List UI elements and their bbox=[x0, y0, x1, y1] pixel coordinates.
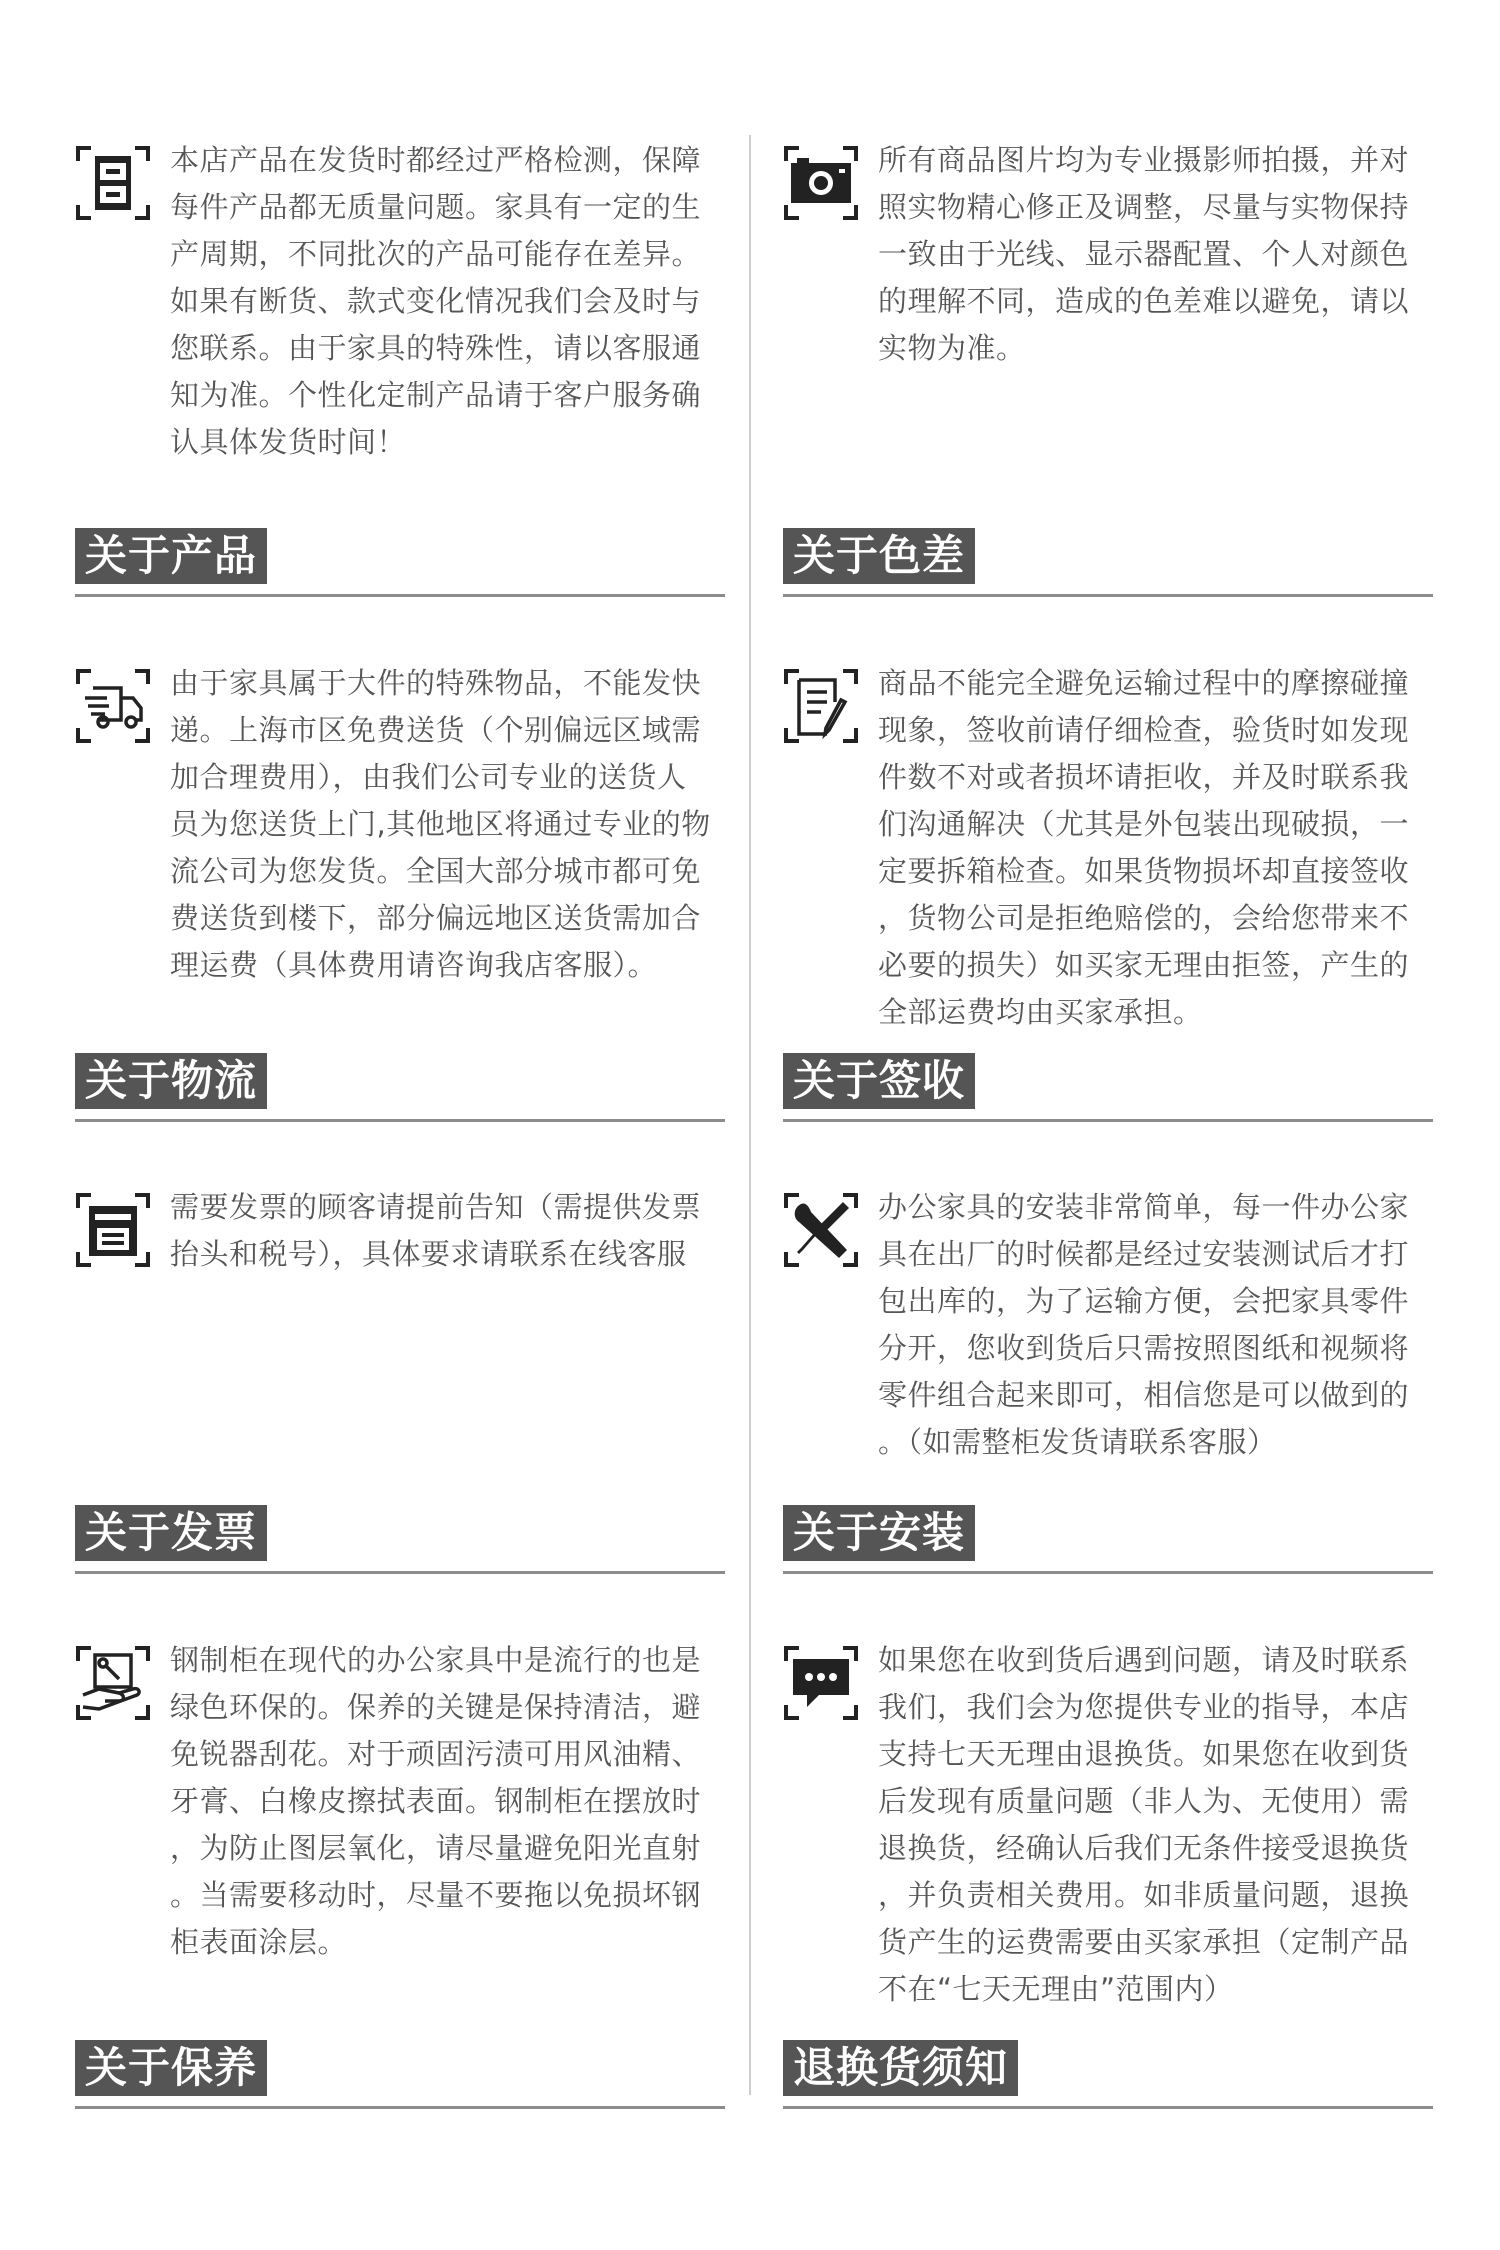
heading-product-label: 关于产品 bbox=[75, 528, 267, 584]
signing-text: 商品不能完全避免运输过程中的摩擦碰撞 现象，签收前请仔细检查，验货时如发现 件数不对或者损坏请拒收，并及时联系我 们沟通解决（尤其是外包装出现破损，一 定要拆箱检查。如果货物损坏却直接签收 ，货物公司是拒绝赔偿的，会给您带来不 必要的损失）如买家无理由拒签，产生的 全部运费均由买家承担。 bbox=[878, 666, 1410, 1029]
logistics-text: 由于家具属于大件的特殊物品，不能发快 递。上海市区免费送货（个别偏远区域需 加合理费用），由我们公司专业的送货人 员为您送货上门,其他地区将通过专业的物 流公司为您发货。全国大部分城市都可免 费送货到楼下，部分偏远地区送货需加合 理运费（具体费用请咨询我店客服）。 bbox=[170, 666, 711, 982]
heading-rule bbox=[75, 2106, 725, 2109]
delivery-truck-icon bbox=[75, 668, 151, 744]
maintenance-text: 钢制柜在现代的办公家具中是流行的也是 绿色环保的。保养的关键是保持清洁，避 免锐器刮花。对于顽固污渍可用风油精、 牙膏、白橡皮擦拭表面。钢制柜在摆放时 ，为防止图层氧化，请尽量避免阳光直射 。当需要移动时，尽量不要拖以免损坏钢 柜表面涂层。 bbox=[170, 1643, 702, 1959]
heading-rule bbox=[75, 1119, 725, 1122]
install-text: 办公家具的安装非常简单，每一件办公家 具在出厂的时候都是经过安装测试后才打 包出库的，为了运输方便，会把家具零件 分开，您收到货后只需按照图纸和视频将 零件组合起来即可，相信您是可以做到的 。（如需整柜发货请联系客服） bbox=[878, 1190, 1410, 1459]
heading-install-label: 关于安装 bbox=[783, 1505, 975, 1561]
heading-rule bbox=[783, 2106, 1433, 2109]
heading-rule bbox=[75, 594, 725, 597]
heading-rule bbox=[783, 1119, 1433, 1122]
heading-maintenance-label: 关于保养 bbox=[75, 2040, 267, 2096]
invoice-text: 需要发票的顾客请提前告知（需提供发票 抬头和税号），具体要求请联系在线客服 bbox=[170, 1190, 702, 1271]
heading-logistics-label: 关于物流 bbox=[75, 1053, 267, 1109]
file-cabinet-icon bbox=[75, 145, 151, 221]
heading-invoice-label: 关于发票 bbox=[75, 1505, 267, 1561]
heading-returns bbox=[783, 2040, 1433, 2096]
heading-install bbox=[783, 1505, 1433, 1561]
printer-icon bbox=[75, 1192, 151, 1268]
heading-signing bbox=[783, 1053, 1433, 1109]
color-text: 所有商品图片均为专业摄影师拍摄，并对 照实物精心修正及调整，尽量与实物保持 一致由于光线、显示器配置、个人对颜色 的理解不同，造成的色差难以避免，请以 实物为准。 bbox=[878, 143, 1410, 365]
heading-invoice bbox=[75, 1505, 725, 1561]
center-divider bbox=[749, 135, 751, 2095]
heading-rule bbox=[75, 1571, 725, 1574]
heading-rule bbox=[783, 1571, 1433, 1574]
returns-text: 如果您在收到货后遇到问题，请及时联系 我们，我们会为您提供专业的指导，本店 支持七天无理由退换货。如果您在收到货 后发现有质量问题（非人为、无使用）需 退换货，经确认后我们无条件接受退换货 ，并负责相关费用。如非质量问题，退换 货产生的运费需要由买家承担（定制产品 不在“七天无理由”范围内） bbox=[878, 1643, 1410, 2006]
heading-product bbox=[75, 528, 725, 584]
heading-color bbox=[783, 528, 1433, 584]
heading-rule bbox=[783, 594, 1433, 597]
heading-signing-label: 关于签收 bbox=[783, 1053, 975, 1109]
wrench-screwdriver-icon bbox=[783, 1192, 859, 1268]
heading-maintenance bbox=[75, 2040, 725, 2096]
document-edit-icon bbox=[783, 668, 859, 744]
product-text: 本店产品在发货时都经过严格检测，保障 每件产品都无质量问题。家具有一定的生 产周期，不同批次的产品可能存在差异。 如果有断货、款式变化情况我们会及时与 您联系。由于家具的特殊性，请以客服通 知为准。个性化定制产品请于客户服务确 认具体发货时间！ bbox=[170, 143, 702, 459]
heading-logistics bbox=[75, 1053, 725, 1109]
camera-icon bbox=[783, 145, 859, 221]
heading-returns-label: 退换货须知 bbox=[783, 2040, 1018, 2096]
chat-bubble-icon bbox=[783, 1645, 859, 1721]
hand-care-icon bbox=[75, 1645, 151, 1721]
heading-color-label: 关于色差 bbox=[783, 528, 975, 584]
